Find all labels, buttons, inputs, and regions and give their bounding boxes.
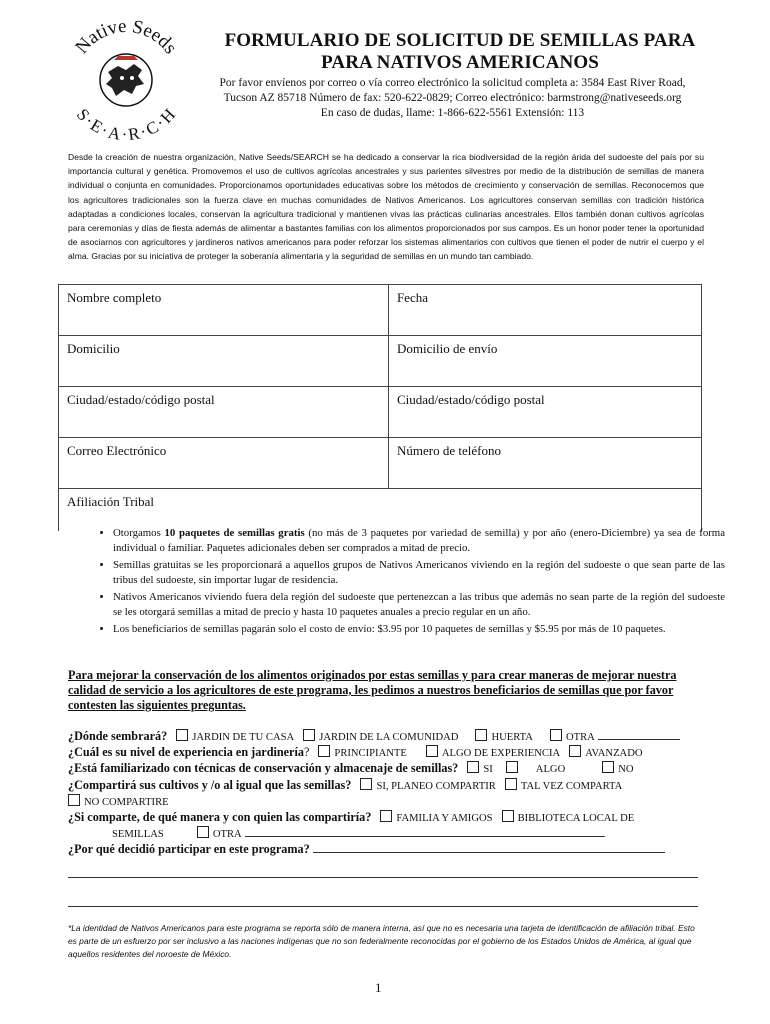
shipping-city-state-zip-label: Ciudad/estado/código postal xyxy=(397,392,545,407)
survey-questions xyxy=(68,729,708,858)
program-rules-list xyxy=(90,526,725,639)
question-2-mark: ? xyxy=(303,745,310,760)
checkbox-family-friends[interactable] xyxy=(380,810,392,822)
tribal-affiliation-field[interactable] xyxy=(59,489,702,532)
option-other-share: OTRA xyxy=(212,829,242,841)
question-4-label: ¿Compartirá sus cultivos y /o al igual que las semillas? xyxy=(68,777,352,792)
reason-input[interactable] xyxy=(313,842,665,853)
checkbox-orchard[interactable] xyxy=(475,729,487,741)
checkbox-community-garden[interactable] xyxy=(303,729,315,741)
city-state-zip-field[interactable] xyxy=(59,387,389,438)
question-4-continued xyxy=(68,794,708,810)
logo-figure-icon xyxy=(104,56,148,102)
option-will-not-share: NO COMPARTIRE xyxy=(84,796,169,808)
option-maybe-share: TAL VEZ COMPARTA xyxy=(520,780,623,792)
question-2 xyxy=(68,745,708,761)
intro-paragraph: Desde la creación de nuestra organización, Native Seeds/SEARCH se ha dedicado a conservar la rica biodiversidad de la región árida del sudoeste del país por su importancia cultural y genética. Promovemos el uso de cultivos agrícolas ancestrales y sus parientes silvestres por medio de la distribución de semillas de manera individual o conjunta en comunidades. Proporcionamos oportunidades educativas sobre los métodos de crecimiento y conservación de semillas. Reconocemos que los agricultores tradicionales son la fuerza clave en muchas comunidades de Nativos Americanos. Los agricultores conservan semillas con tradición histórica adaptadas a condiciones locales, conservan la agricultura tradicional y mantienen vivas las prácticas culinarias ancestrales. Ellos también donan cultivos agrícolas para ceremonias y días de fiesta además de alimentar a bastantes familias con los alimentos proporcionados por sus campos. Es un honor poder tener la oportunidad de asociarnos con agricultores y jardineros nativos americanos para poder reforzar los sistemas alimentarios con cultivos que tienen el poder de nutrir el cuerpo y el alma. Gracias por su iniciativa de proteger la soberanía alimentaria y la seguridad de semillas en un mundo tan cambiado. xyxy=(68,152,704,262)
tribal-affiliation-label: Afiliación Tribal xyxy=(67,494,155,509)
option-beginner: PRINCIPIANTE xyxy=(334,748,407,760)
checkbox-maybe-share[interactable] xyxy=(505,778,517,790)
option-advanced: AVANZADO xyxy=(585,748,643,760)
checkbox-home-garden[interactable] xyxy=(176,729,188,741)
contact-line-1: Por favor envíenos por correo o vía correo electrónico la solicitud completa a: 3584 East River Road, xyxy=(219,77,686,89)
option-plan-to-share: SI, PLANEO COMPARTIR xyxy=(376,780,496,792)
bullet-1-post: (no más de 3 paquetes por variedad de semilla) y por año (enero-Diciembre) ya sea de forma individual o familiar. Paquetes adicionales deben ser comprados a mitad de precio. xyxy=(113,527,726,554)
option-some-experience: ALGO DE EXPERIENCIA xyxy=(441,748,561,760)
phone-label: Número de teléfono xyxy=(397,443,501,458)
question-6-label: ¿Por qué decidió participar en este programa? xyxy=(68,842,310,857)
option-community-garden: JARDIN DE LA COMUNIDAD xyxy=(319,732,459,743)
page-title xyxy=(200,30,720,74)
question-1 xyxy=(68,729,708,745)
question-5-label: ¿Si comparte, de qué manera y con quien las compartiría? xyxy=(68,810,372,825)
option-family-friends: FAMILIA Y AMIGOS xyxy=(396,813,493,825)
address-label: Domicilio xyxy=(67,341,120,356)
checkbox-beginner[interactable] xyxy=(318,745,330,757)
question-2-label: ¿Cuál es su nivel de experiencia en jardinería xyxy=(68,745,304,760)
option-other-location: OTRA xyxy=(565,732,595,743)
question-3 xyxy=(68,761,708,777)
shipping-city-state-zip-field[interactable] xyxy=(389,387,702,438)
checkbox-yes-familiar[interactable] xyxy=(467,761,479,773)
question-3-label: ¿Está familiarizado con técnicas de conservación y almacenaje de semillas? xyxy=(68,761,459,776)
checkbox-plan-to-share[interactable] xyxy=(360,778,372,790)
applicant-info-table xyxy=(58,284,702,531)
survey-heading: Para mejorar la conservación de los alimentos originados por estas semillas y para crear maneras de mejorar nuestra calidad de servicio a los agricultores de este programa, les pedimos a nuestros beneficiarios de semillas que por favor contesten las siguientes preguntas. xyxy=(68,668,677,712)
checkbox-other-share[interactable] xyxy=(197,826,209,838)
native-seeds-search-logo xyxy=(62,12,190,140)
full-name-field[interactable] xyxy=(59,285,389,336)
date-field[interactable] xyxy=(389,285,702,336)
title-line-2: PARA NATIVOS AMERICANOS xyxy=(321,52,599,73)
checkbox-some-experience[interactable] xyxy=(426,745,438,757)
question-4 xyxy=(68,778,708,794)
address-field[interactable] xyxy=(59,336,389,387)
other-share-input[interactable] xyxy=(245,826,605,837)
question-5 xyxy=(68,810,708,826)
checkbox-will-not-share[interactable] xyxy=(68,794,80,806)
option-not-familiar: NO xyxy=(618,764,634,776)
checkbox-not-familiar[interactable] xyxy=(602,761,614,773)
full-name-label: Nombre completo xyxy=(67,290,162,305)
checkbox-seed-library[interactable] xyxy=(502,810,514,822)
bullet-1-bold: 10 paquetes de semillas gratis xyxy=(164,527,305,539)
option-orchard: HUERTA xyxy=(491,732,533,743)
list-item xyxy=(113,526,725,556)
checkbox-somewhat-familiar[interactable] xyxy=(506,761,518,773)
contact-line-2: Tucson AZ 85718 Número de fax: 520-622-0829; Correo electrónico: barmstrong@nativeseeds.org xyxy=(223,92,682,104)
option-seed-library-continued: SEMILLAS xyxy=(112,829,164,841)
title-line-1: FORMULARIO DE SOLICITUD DE SEMILLAS PARA xyxy=(224,30,696,51)
answer-line-1[interactable] xyxy=(68,877,698,878)
question-1-label: ¿Dónde sembrará? xyxy=(68,729,168,743)
date-label: Fecha xyxy=(397,290,429,305)
contact-line-3: En caso de dudas, llame: 1-866-622-5561 Extensión: 113 xyxy=(320,107,585,119)
other-location-input[interactable] xyxy=(598,729,680,740)
option-seed-library: BIBLIOTECA LOCAL DE xyxy=(517,813,635,825)
email-field[interactable] xyxy=(59,438,389,489)
footnote: *La identidad de Nativos Americanos para este programa se reporta sólo de manera interna, así que no es necesaria una tarjeta de identificación de afiliación tribal. Esto es parte de un esfuerzo por ser inclusivo a las naciones indígenas que no son federalmente reconocidas por el gobierno de los Estados Unidos de América, al igual que aquellos residentes del noroeste de México. xyxy=(68,923,695,959)
shipping-address-label: Domicilio de envío xyxy=(397,341,498,356)
logo-top-text: Native Seeds xyxy=(71,15,181,58)
option-home-garden: JARDIN DE TU CASA xyxy=(192,732,295,743)
city-state-zip-label: Ciudad/estado/código postal xyxy=(67,392,215,407)
bullet-1-pre: Otorgamos xyxy=(113,527,165,539)
answer-line-2[interactable] xyxy=(68,906,698,907)
list-item: • Nativos Americanos viviendo fuera dela región del sudoeste que pertenezcan a las tribus que además no sean parte de la región del sudoeste se les otorgará semillas a mitad de precio y hasta 10 paquetes anuales a precio regular en un año. xyxy=(113,590,725,620)
list-item: • Los beneficiarios de semillas pagarán solo el costo de envío: $3.95 por 10 paquetes de semillas y $5.95 por más de 10 paquetes. xyxy=(113,622,725,637)
email-label: Correo Electrónico xyxy=(67,443,167,458)
contact-info xyxy=(200,76,705,121)
option-yes-familiar: SI xyxy=(483,764,493,776)
question-6 xyxy=(68,842,708,857)
checkbox-advanced[interactable] xyxy=(569,745,581,757)
page-number: 1 xyxy=(375,980,382,995)
list-item: • Semillas gratuitas se les proporcionará a aquellos grupos de Nativos Americanos viviendo en la región del sudoeste o que sean parte de las tribus del sudoeste, sin importar lugar de residencia. xyxy=(113,558,725,588)
option-somewhat-familiar: ALGO xyxy=(535,764,566,776)
phone-field[interactable] xyxy=(389,438,702,489)
logo-bottom-text: S·E·A·R·C·H xyxy=(72,105,179,140)
question-5-continued xyxy=(68,826,708,842)
checkbox-other-location[interactable] xyxy=(550,729,562,741)
shipping-address-field[interactable] xyxy=(389,336,702,387)
